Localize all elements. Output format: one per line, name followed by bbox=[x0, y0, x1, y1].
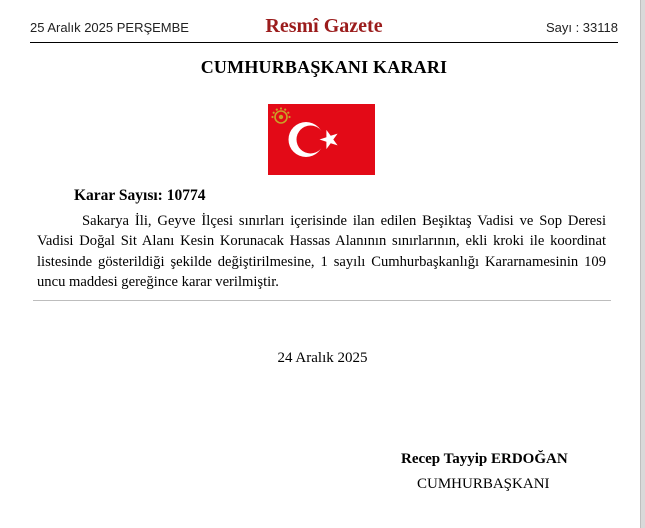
signer-title: CUMHURBAŞKANI bbox=[417, 476, 550, 492]
issue-date: 25 Aralık 2025 PERŞEMBE bbox=[30, 20, 189, 35]
issue-number: Sayı : 33118 bbox=[545, 20, 618, 35]
content-divider bbox=[33, 300, 611, 301]
gazette-header bbox=[30, 14, 618, 42]
presidential-seal-icon bbox=[270, 106, 292, 126]
page-edge bbox=[640, 0, 645, 528]
decision-date: 24 Aralık 2025 bbox=[277, 350, 368, 366]
section-title: CUMHURBAŞKANI KARARI bbox=[200, 57, 448, 77]
header-divider bbox=[30, 42, 618, 43]
decision-text: Sakarya İli, Geyve İlçesi sınırları içerisinde ilan edilen Beşiktaş Vadisi ve Sop Deresi Vadisi Doğal Sit Alanı Kesin Korunacak Hassas Alanının sınırlarının, ekli kroki ile koordinat listesinde gösterildiği şekilde değiştirilmesine, 1 sayılı Cumhurbaşkanlığı Kararnamesinin 109 uncu maddesi gereğince karar verilmiştir. bbox=[37, 213, 606, 290]
decision-number: Karar Sayısı: 10774 bbox=[74, 187, 206, 204]
gazette-title: Resmî Gazete bbox=[265, 15, 383, 37]
signer-name: Recep Tayyip ERDOĞAN bbox=[401, 451, 568, 467]
